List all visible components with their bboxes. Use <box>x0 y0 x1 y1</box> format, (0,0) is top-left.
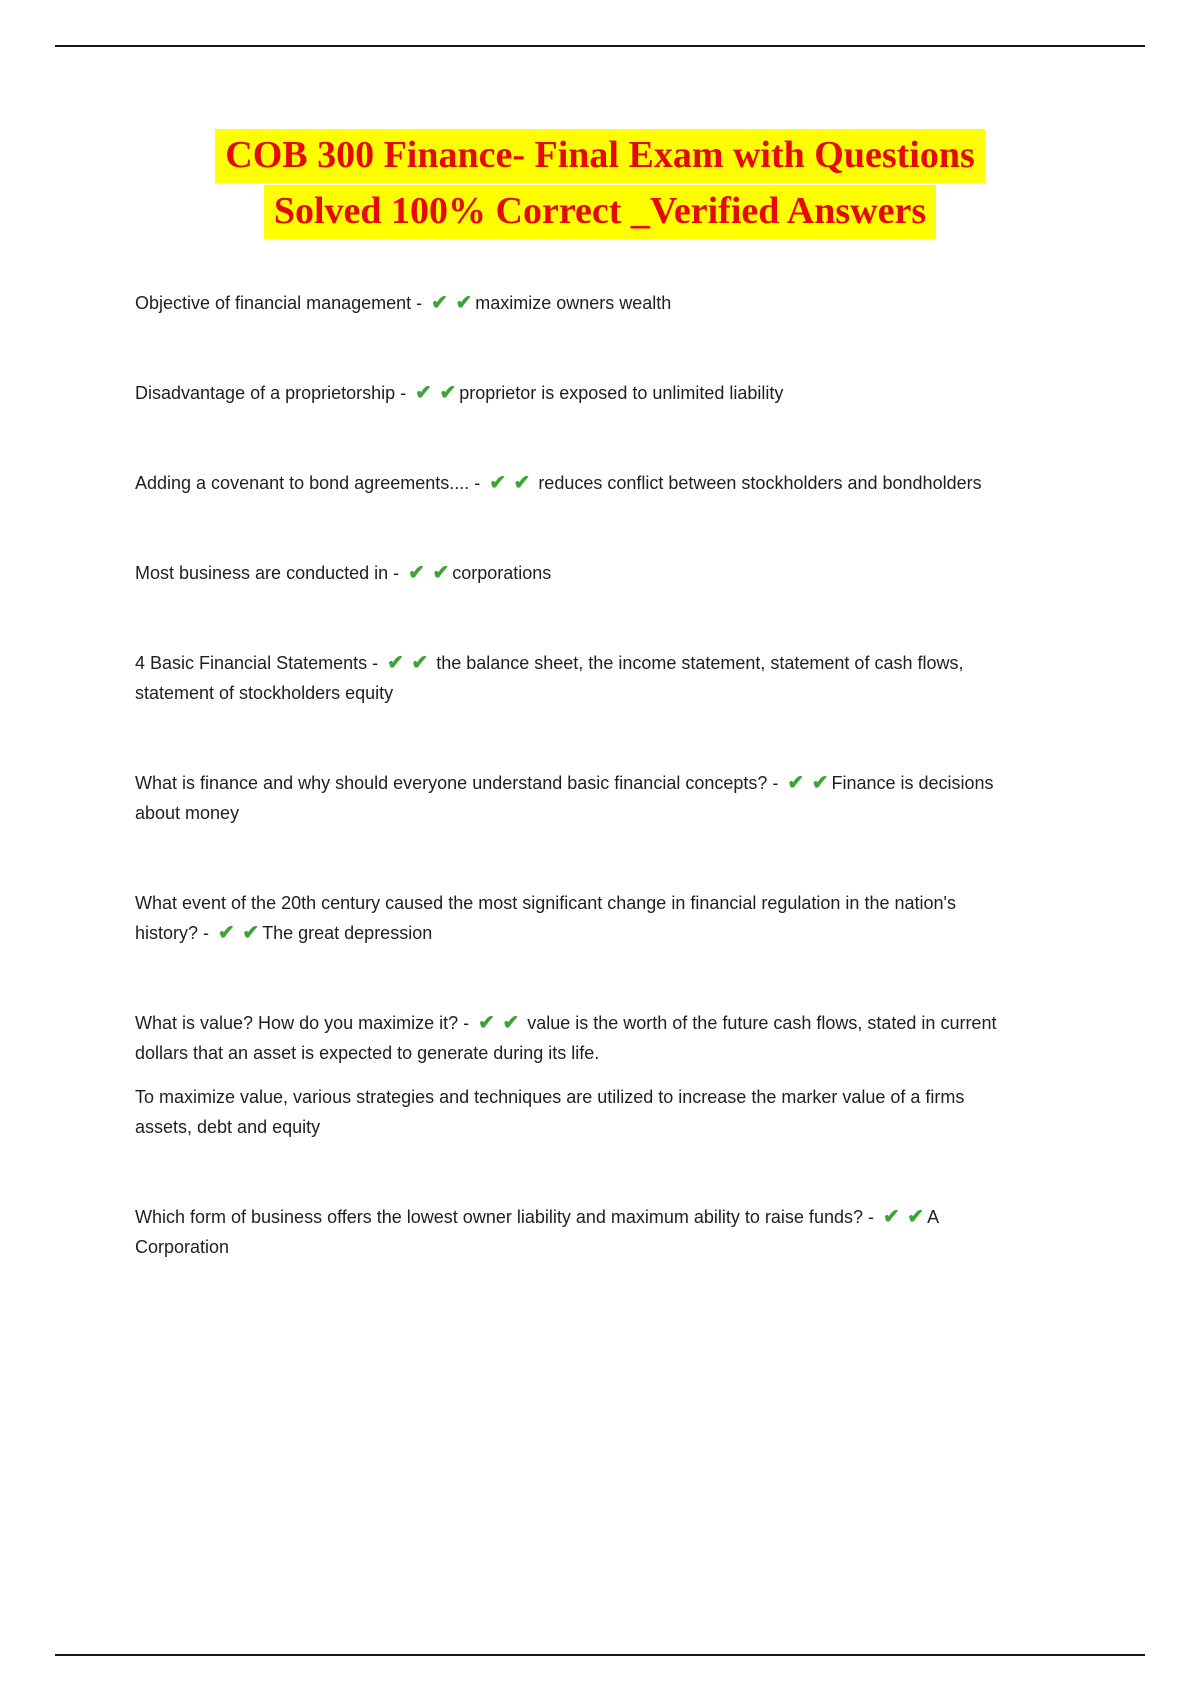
qa-line <box>135 1008 1015 1068</box>
qa-item <box>135 1008 1015 1142</box>
checkmark-icons: ✔ ✔ <box>408 562 451 584</box>
question-text: Objective of financial management - <box>135 293 428 313</box>
question-text: What is value? How do you maximize it? - <box>135 1013 475 1033</box>
question-text: Which form of business offers the lowest owner liability and maximum ability to raise funds? - <box>135 1207 879 1227</box>
title-line-2: Solved 100% Correct _Verified Answers <box>264 185 936 239</box>
qa-line <box>135 288 1015 318</box>
qa-item <box>135 378 1015 408</box>
qa-line <box>135 558 1015 588</box>
qa-line <box>135 468 1015 498</box>
checkmark-icons: ✔ ✔ <box>415 382 458 404</box>
checkmark-icons: ✔ ✔ <box>478 1012 521 1034</box>
qa-line <box>135 888 1015 948</box>
answer-text: reduces conflict between stockholders and bondholders <box>533 473 982 493</box>
answer-text: proprietor is exposed to unlimited liability <box>459 383 784 403</box>
answer-text: value is the worth of the future cash flows, stated in current dollars that an asset is expected to generate during its life. <box>135 1013 997 1063</box>
checkmark-icons: ✔ ✔ <box>787 772 830 794</box>
question-text: Adding a covenant to bond agreements.... - <box>135 473 486 493</box>
checkmark-icons: ✔ ✔ <box>387 652 430 674</box>
question-text: Disadvantage of a proprietorship - <box>135 383 412 403</box>
checkmark-icons: ✔ ✔ <box>882 1206 926 1228</box>
answer-text: maximize owners wealth <box>475 293 672 313</box>
qa-line <box>135 378 1015 408</box>
qa-line <box>135 648 1015 708</box>
answer-extra-text: To maximize value, various strategies and techniques are utilized to increase the marker value of a firms assets, debt and equity <box>135 1087 965 1137</box>
answer-text: A Corporation <box>135 1207 939 1257</box>
question-text: What event of the 20th century caused the most significant change in financial regulation in the nation's history? - <box>135 893 956 943</box>
qa-item <box>135 888 1015 948</box>
question-text: 4 Basic Financial Statements - <box>135 653 384 673</box>
answer-text: the balance sheet, the income statement, statement of cash flows, statement of stockholders equity <box>135 653 964 703</box>
qa-item <box>135 768 1015 828</box>
checkmark-icons: ✔ ✔ <box>218 922 261 944</box>
qa-list <box>135 288 1015 1322</box>
question-text: Most business are conducted in - <box>135 563 405 583</box>
checkmark-icons: ✔ ✔ <box>489 472 532 494</box>
qa-item <box>135 468 1015 498</box>
answer-text: The great depression <box>262 923 433 943</box>
qa-item <box>135 648 1015 708</box>
top-divider <box>55 45 1145 47</box>
document-title <box>0 0 1200 240</box>
qa-item <box>135 288 1015 318</box>
qa-item <box>135 1202 1015 1262</box>
title-line-1: COB 300 Finance- Final Exam with Questions <box>215 129 985 183</box>
qa-item <box>135 558 1015 588</box>
question-text: What is finance and why should everyone understand basic financial concepts? - <box>135 773 784 793</box>
checkmark-icons: ✔ ✔ <box>431 292 474 314</box>
answer-text: Finance is decisions about money <box>135 773 994 823</box>
bottom-divider <box>55 1654 1145 1656</box>
qa-line <box>135 768 1015 828</box>
answer-text: corporations <box>452 563 552 583</box>
qa-line <box>135 1202 1015 1262</box>
